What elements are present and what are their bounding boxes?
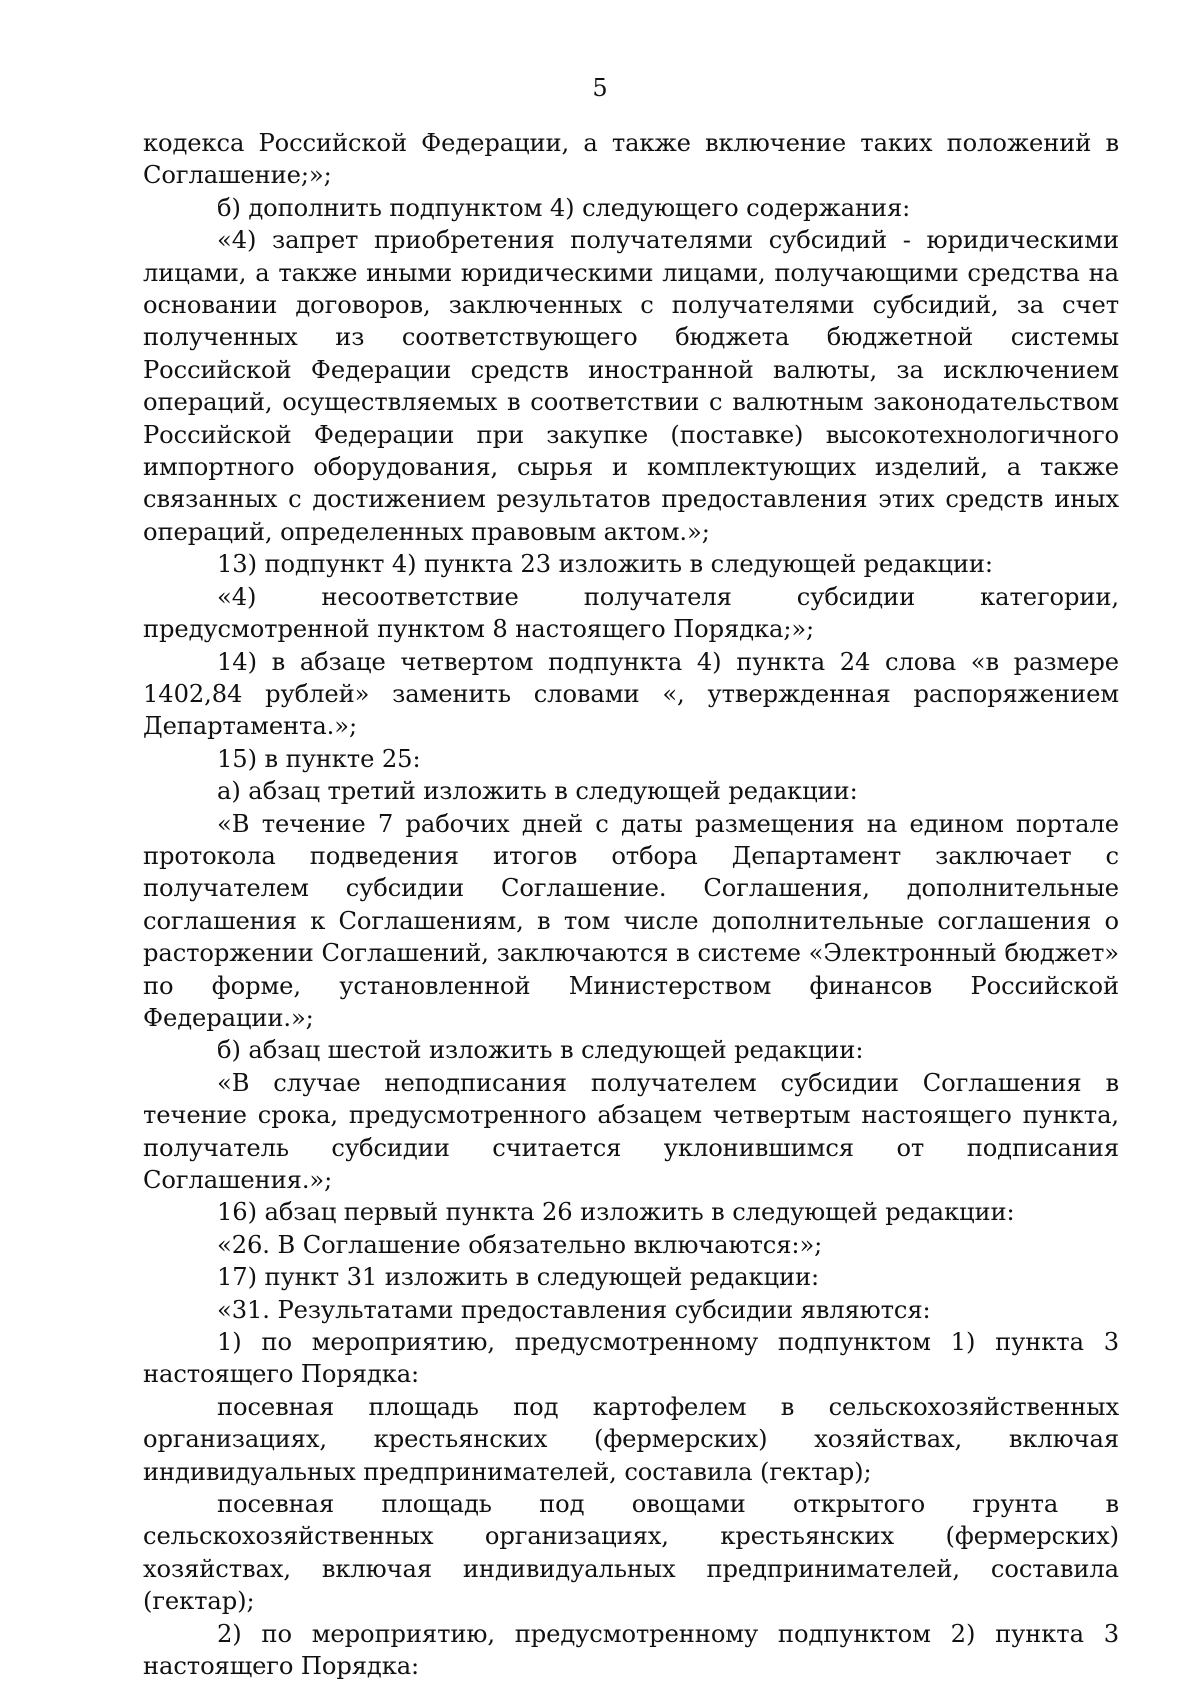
document-body [143, 127, 1119, 1683]
paragraph-17: посевная площадь под картофелем в сельскохозяйственных организациях, крестьянских (фермерских) хозяйствах, включая индивидуальных предпринимателей, составила (гектар); [143, 1392, 1119, 1486]
paragraph-16: 1) по мероприятию, предусмотренному подпунктом 1) пункта 3 настоящего Порядка: [143, 1328, 1119, 1389]
paragraph-6: 14) в абзаце четвертом подпункта 4) пункта 24 слова «в размере 1402,84 рублей» заменить словами «, утвержденная распоряжением Департамента.»; [143, 647, 1119, 741]
paragraph-14: 17) пункт 31 изложить в следующей редакции: [217, 1263, 820, 1292]
paragraph-8: а) абзац третий изложить в следующей редакции: [217, 777, 858, 806]
paragraph-4: 13) подпункт 4) пункта 23 изложить в следующей редакции: [217, 550, 993, 579]
paragraph-5: «4) несоответствие получателя субсидии категории, предусмотренной пунктом 8 настоящего Порядка;»; [143, 582, 1119, 644]
page-number: 5 [592, 74, 608, 102]
paragraph-2: б) дополнить подпунктом 4) следующего содержания: [217, 193, 911, 222]
paragraph-18: посевная площадь под овощами открытого грунта в сельскохозяйственных организациях, крестьянских (фермерских) хозяйствах, включая индивидуальных предпринимателей, составила (гектар); [143, 1490, 1119, 1616]
paragraph-19: 2) по мероприятию, предусмотренному подпунктом 2) пункта 3 настоящего Порядка: [143, 1619, 1119, 1681]
paragraph-9: «В течение 7 рабочих дней с даты размещения на едином портале протокола подведения итогов отбора Департамент заключает с получателем субсидии Соглашение. Соглашения, дополнительные соглашения к Соглашениям, в том числе дополнительные соглашения о расторжении Соглашений, заключаются в системе «Электронный бюджет» по форме, установленной Министерством финансов Российской Федерации.»; [143, 809, 1119, 1032]
paragraph-13: «26. В Соглашение обязательно включаются:»; [217, 1230, 823, 1259]
paragraph-3: «4) запрет приобретения получателями субсидий - юридическими лицами, а также иными юридическими лицами, получающими средства на основании договоров, заключенных с получателями субсидий, за счет полученных из соответствующего бюджета бюджетной системы Российской Федерации средств иностранной валюты, за исключением операций, осуществляемых в соответствии с валютным законодательством Российской Федерации при закупке (поставке) высокотехнологичного импортного оборудования, сырья и комплектующих изделий, а также связанных с достижением результатов предоставления этих средств иных операций, определенных правовым актом.»; [143, 226, 1119, 546]
paragraph-10: б) абзац шестой изложить в следующей редакции: [217, 1036, 864, 1065]
paragraph-12: 16) абзац первый пункта 26 изложить в следующей редакции: [217, 1198, 1015, 1227]
paragraph-15: «31. Результатами предоставления субсидии являются: [217, 1295, 931, 1324]
paragraph-11: «В случае неподписания получателем субсидии Соглашения в течение срока, предусмотренного абзацем четвертым настоящего пункта, получатель субсидии считается уклонившимся от подписания Соглашения.»; [143, 1068, 1119, 1194]
paragraph-1: кодекса Российской Федерации, а также включение таких положений в Соглашение;»; [143, 129, 1119, 190]
paragraph-7: 15) в пункте 25: [217, 744, 421, 773]
